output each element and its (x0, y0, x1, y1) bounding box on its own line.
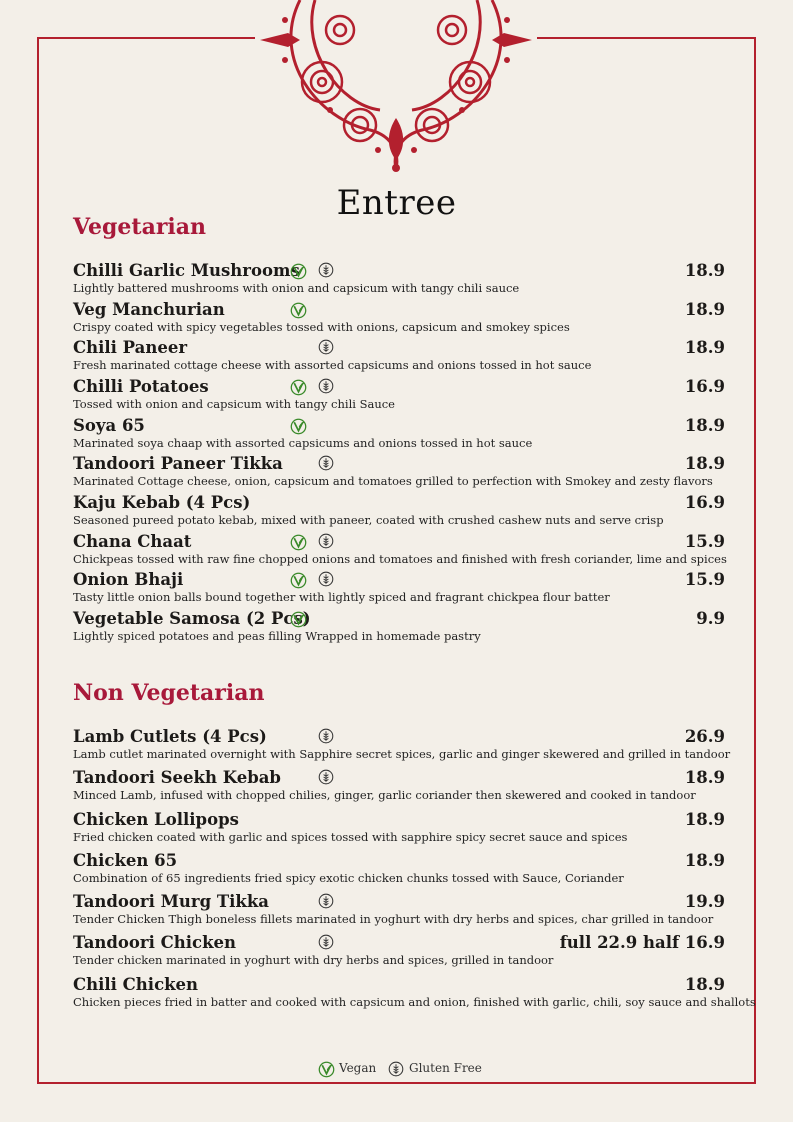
menu-item-description: Tender chicken marinated in yoghurt with dry herbs and spices, grilled in tandoor (73, 953, 554, 967)
menu-item-name: Chicken 65 (73, 851, 178, 870)
menu-item-description: Lightly battered mushrooms with onion and capsicum with tangy chili sauce (73, 281, 520, 295)
menu-item-price: 15.9 (684, 532, 725, 551)
vegan-leaf-icon (318, 1061, 335, 1078)
menu-item (73, 454, 725, 492)
menu-item-price: 26.9 (684, 727, 725, 746)
wheat-icon (318, 934, 334, 950)
menu-item-description: Marinated Cottage cheese, onion, capsicum and tomatoes grilled to perfection with Smokey and zesty flavors (73, 474, 713, 488)
menu-item-price: 15.9 (684, 570, 725, 589)
section-title: Non Vegetarian (73, 680, 265, 706)
menu-item-price: 18.9 (684, 261, 725, 280)
wheat-icon (318, 533, 334, 549)
menu-item-name: Lamb Cutlets (4 Pcs) (73, 727, 267, 746)
menu-item-name: Soya 65 (73, 416, 145, 435)
menu-item-name: Chilli Potatoes (73, 377, 209, 396)
menu-item-name: Tandoori Paneer Tikka (73, 454, 283, 473)
paisley-ornament-icon (260, 0, 532, 175)
menu-item (73, 300, 725, 338)
menu-item-price: 18.9 (684, 454, 725, 473)
menu-item (73, 727, 731, 765)
menu-item-price: 16.9 (684, 493, 725, 512)
menu-item-name: Tandoori Chicken (73, 933, 237, 952)
menu-item (73, 261, 725, 299)
menu-item-description: Chickpeas tossed with raw fine chopped onions and tomatoes and finished with fresh coriander, lime and spices (73, 552, 727, 566)
wheat-icon (318, 339, 334, 355)
wheat-icon (318, 893, 334, 909)
vegan-leaf-icon (290, 263, 307, 280)
section-title: Vegetarian (73, 214, 207, 240)
menu-item (73, 338, 725, 376)
vegan-leaf-icon (290, 572, 307, 589)
wheat-icon (318, 728, 334, 744)
menu-item (73, 933, 725, 971)
legend-gluten-free-label: Gluten Free (409, 1061, 482, 1075)
menu-item-description: Tossed with onion and capsicum with tangy chili Sauce (73, 397, 395, 411)
menu-item-price: 18.9 (684, 768, 725, 787)
vegan-leaf-icon (290, 611, 307, 628)
menu-item (73, 768, 725, 806)
menu-item (73, 975, 756, 1013)
menu-item-price: 16.9 (684, 377, 725, 396)
menu-item-name: Chili Paneer (73, 338, 188, 357)
wheat-icon (388, 1061, 404, 1077)
menu-item-price: 18.9 (684, 851, 725, 870)
menu-item-price: 18.9 (684, 810, 725, 829)
menu-item-name: Vegetable Samosa (2 Pcs) (73, 609, 311, 628)
page-title: Entree (336, 183, 457, 223)
menu-item-name: Chilli Garlic Mushrooms (73, 261, 300, 280)
menu-item-description: Chicken pieces fried in batter and cooked with capsicum and onion, finished with garlic, chili, soy sauce and shallots (73, 995, 756, 1009)
wheat-icon (318, 571, 334, 587)
legend-vegan-label: Vegan (339, 1061, 377, 1075)
menu-item (73, 810, 725, 848)
menu-item-price: 19.9 (684, 892, 725, 911)
vegan-leaf-icon (290, 418, 307, 435)
menu-item-name: Kaju Kebab (4 Pcs) (73, 493, 251, 512)
menu-item (73, 416, 725, 454)
wheat-icon (318, 455, 334, 471)
wheat-icon (318, 769, 334, 785)
menu-item-description: Crispy coated with spicy vegetables tossed with onions, capsicum and smokey spices (73, 320, 570, 334)
menu-item (73, 570, 725, 608)
menu-item-name: Chili Chicken (73, 975, 199, 994)
menu-item-description: Combination of 65 ingredients fried spicy exotic chicken chunks tossed with Sauce, Coriander (73, 871, 624, 885)
menu-item-price: 18.9 (684, 300, 725, 319)
menu-item-price: 18.9 (684, 416, 725, 435)
vegan-leaf-icon (290, 534, 307, 551)
menu-item (73, 493, 725, 531)
vegan-leaf-icon (290, 302, 307, 319)
menu-item-description: Fresh marinated cottage cheese with assorted capsicums and onions tossed in hot sauce (73, 358, 592, 372)
menu-item-description: Tender Chicken Thigh boneless fillets marinated in yoghurt with dry herbs and spices, char grilled in tandoor (73, 912, 714, 926)
menu-item (73, 851, 725, 889)
menu-item-description: Minced Lamb, infused with chopped chilies, ginger, garlic coriander then skewered and cooked in tandoor (73, 788, 696, 802)
wheat-icon (318, 378, 334, 394)
menu-item-price: 18.9 (684, 338, 725, 357)
menu-item-price: 9.9 (696, 609, 725, 628)
vegan-leaf-icon (290, 379, 307, 396)
menu-item-price: 18.9 (684, 975, 725, 994)
menu-item-description: Marinated soya chaap with assorted capsicums and onions tossed in hot sauce (73, 436, 533, 450)
menu-item-description: Seasoned pureed potato kebab, mixed with paneer, coated with crushed cashew nuts and serve crisp (73, 513, 664, 527)
menu-item-description: Lightly spiced potatoes and peas filling Wrapped in homemade pastry (73, 629, 481, 643)
menu-item-name: Chana Chaat (73, 532, 192, 551)
menu-item-description: Lamb cutlet marinated overnight with Sapphire secret spices, garlic and ginger skewered and grilled in tandoor (73, 747, 731, 761)
wheat-icon (318, 262, 334, 278)
menu-item-description: Fried chicken coated with garlic and spices tossed with sapphire spicy secret sauce and spices (73, 830, 628, 844)
menu-item-price: full 22.9 half 16.9 (559, 933, 725, 952)
menu-item-name: Chicken Lollipops (73, 810, 239, 829)
menu-item (73, 377, 725, 415)
menu-item-name: Veg Manchurian (73, 300, 225, 319)
menu-item-name: Tandoori Seekh Kebab (73, 768, 281, 787)
menu-item (73, 892, 725, 930)
menu-item-name: Onion Bhaji (73, 570, 184, 589)
menu-item (73, 609, 725, 647)
menu-item-name: Tandoori Murg Tikka (73, 892, 269, 911)
menu-item (73, 532, 725, 570)
menu-item-description: Tasty little onion balls bound together with lightly spiced and fragrant chickpea flour batter (73, 590, 610, 604)
